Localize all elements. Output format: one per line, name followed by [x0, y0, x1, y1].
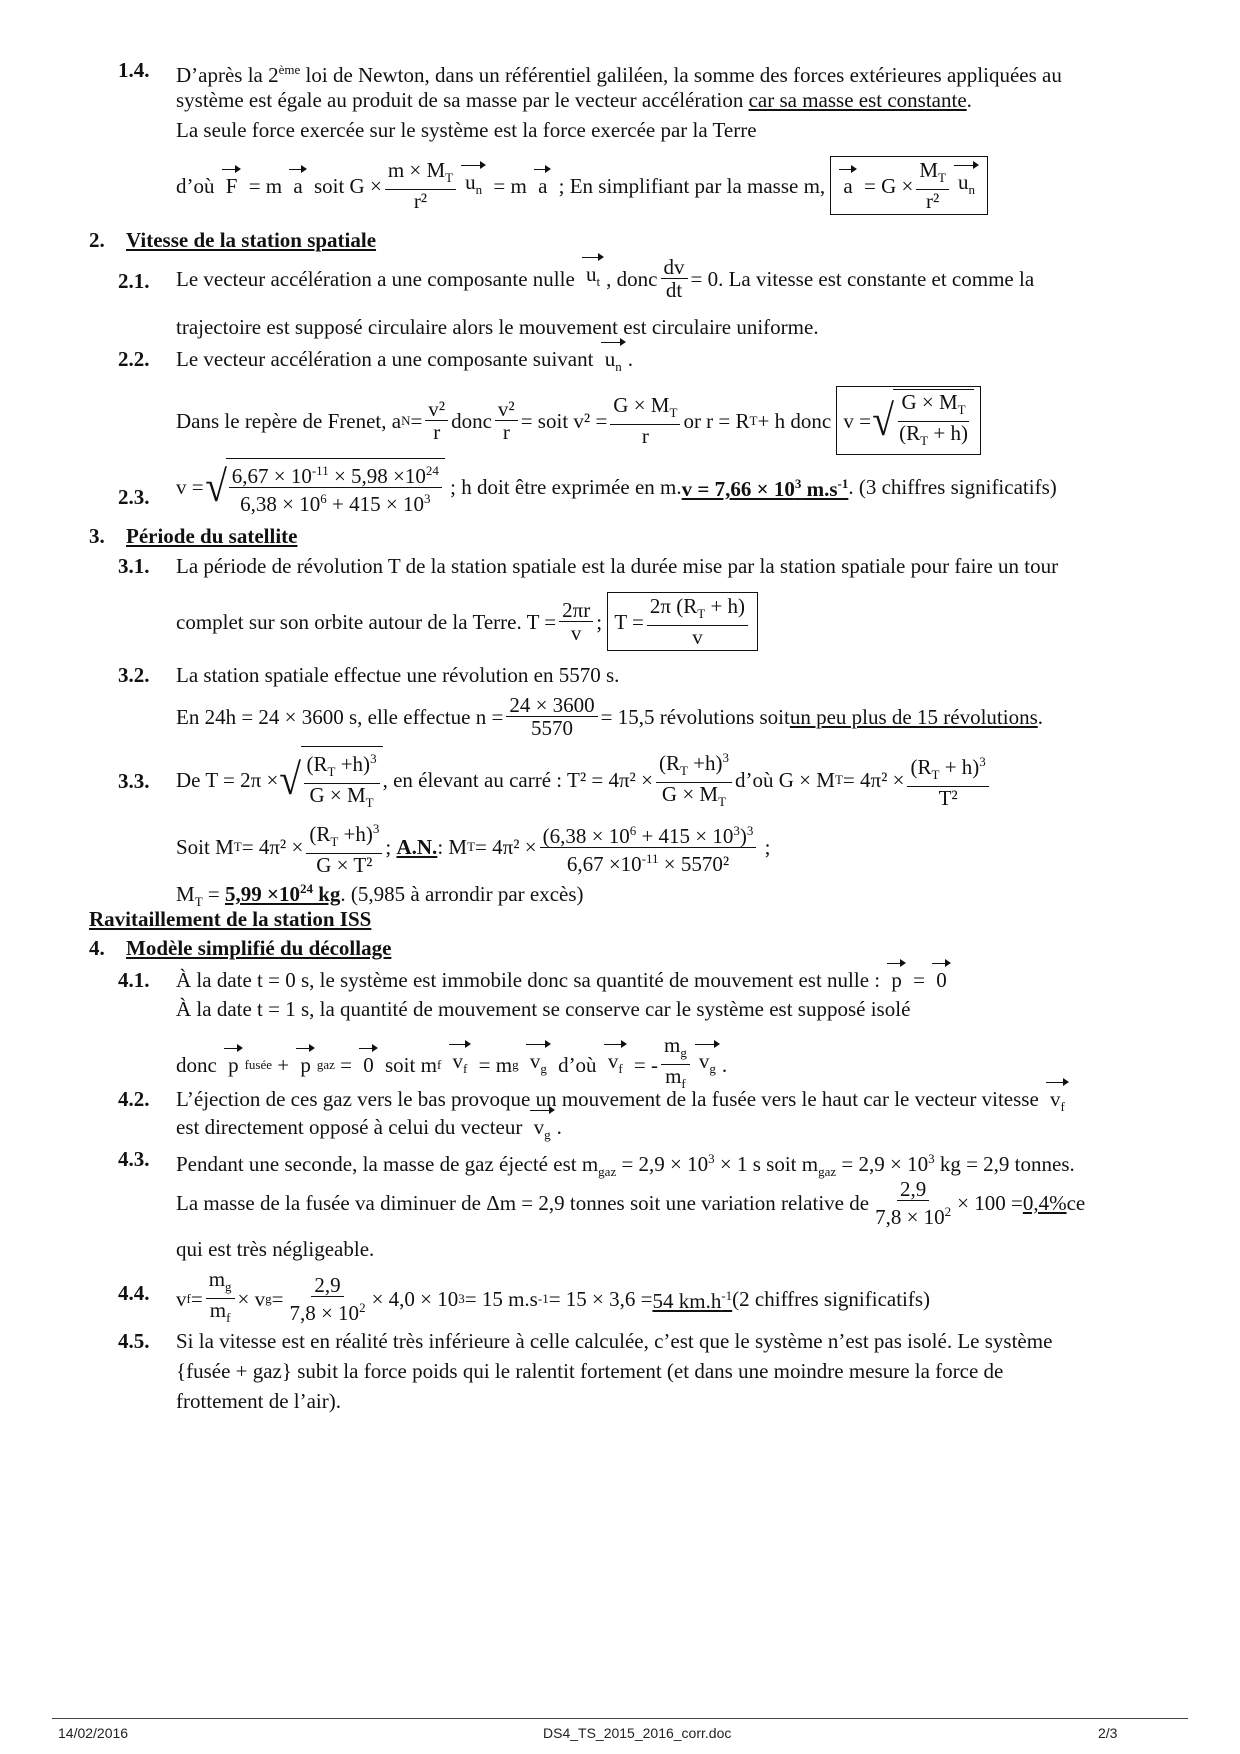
section-3-3-number: 3.3. — [118, 769, 150, 793]
section-1-4-number: 1.4. — [118, 58, 150, 82]
footer-date: 14/02/2016 — [58, 1725, 129, 1741]
section-3-2-number: 3.2. — [118, 663, 150, 687]
section-4-3-number: 4.3. — [118, 1147, 150, 1171]
section-2-title: Vitesse de la station spatiale — [126, 228, 377, 252]
s21-line2: trajectoire est supposé circulaire alors le mouvement est circulaire uniforme. — [176, 315, 819, 339]
s45-line2: {fusée + gaz} subit la force poids qui le ralentit fortement (et dans une moindre mesure la force de — [176, 1359, 1004, 1383]
section-3-number: 3. — [89, 524, 105, 548]
vector-ut: $u_t$ — [582, 261, 604, 295]
s42-line2: est directement opposé à celui du vecteur $v_g$ . — [176, 1114, 562, 1148]
section-4-1-number: 4.1. — [118, 968, 150, 992]
footer-rule — [52, 1718, 1188, 1719]
s45-line1: Si la vitesse est en réalité très inférieure à celle calculée, c’est que le système n’est pas isolé. Le système — [176, 1329, 1053, 1353]
section-4-title: Modèle simplifié du décollage — [126, 936, 392, 960]
section-3-1-number: 3.1. — [118, 554, 150, 578]
footer-page-number: 2/3 — [1098, 1725, 1118, 1741]
s44-line: v f = $\frac{m_g}{m_f}$ × v g = $\frac{2,9}{7,8 \times 10^2}$ × 4,0 × 10 3 = 15 m.s -1 = 15 × 3,6 = 54 $km.h^{-1}$ (2 chiffres significatifs) — [176, 1267, 931, 1326]
s22-line1: Le vecteur accélération a une composante suivant $u_n$ . — [176, 346, 633, 380]
s23-line: v = √ $\frac{6,67 \times 10^{-11} \times 5,98 \times 10^{24}}{6,38 \times 10^6 + 415 \times 10^3}$ ; h doit être exprimée en m. $v = 7,66 \times 10^3$ $m.s^{-1}$ . (3 chiffres significatifs) — [176, 458, 1057, 515]
s21-line1: Le vecteur accélération a une composante nulle $u_t$ , donc $\frac{dv}{dt}$ = 0. La vitesse est constante et comme la — [176, 255, 1035, 302]
s32-line1: La station spatiale effectue une révolution en 5570 s. — [176, 663, 620, 687]
s33-line1: De T = 2π × √ $\frac{(R_T +h)^3}{G \times M_T}$ , en élevant au carré : T² = 4π² × $\frac{(R_T +h)^3}{G \times M_T}$ d’où G × M T = 4π² × $\frac{(R_T + h)^3}{\text{T²}}$ — [176, 746, 992, 814]
section-4-4-number: 4.4. — [118, 1281, 150, 1305]
section-4-5-number: 4.5. — [118, 1329, 150, 1353]
ravitaillement-title: Ravitaillement de la station ISS — [89, 907, 372, 931]
section-2-2-number: 2.2. — [118, 347, 150, 371]
footer-filename: DS4_TS_2015_2016_corr.doc — [543, 1725, 732, 1741]
section-3-title: Période du satellite — [126, 524, 298, 548]
boxed-result-T: T = $\frac{2\pi (R_T + h)}{v}$ — [607, 592, 758, 651]
vector-a: a — [289, 173, 306, 199]
s41-line1: À la date t = 0 s, le système est immobile donc sa quantité de mouvement est nulle : p = 0 — [176, 967, 953, 993]
section-4-number: 4. — [89, 936, 105, 960]
s14-line3: La seule force exercée sur le système est la force exercée par la Terre — [176, 118, 757, 142]
s32-line2: En 24h = 24 × 3600 s, elle effectue n = $\frac{24 \times 3600}{5570}$ = 15,5 révolutions soit un peu plus de 15 révolutions . — [176, 693, 1043, 740]
s41-line2: À la date t = 1 s, la quantité de mouvement se conserve car le système est supposé isolé — [176, 997, 911, 1021]
section-2-3-number: 2.3. — [118, 485, 150, 509]
section-2-number: 2. — [89, 228, 105, 252]
section-4-2-number: 4.2. — [118, 1087, 150, 1111]
section-2-1-number: 2.1. — [118, 269, 150, 293]
s14-line2: système est égale au produit de sa masse par le vecteur accélération car sa masse est constante. — [176, 88, 972, 112]
vector-a-2: a — [534, 173, 551, 199]
s33-line3: $M_T = 5,99 \times 10^{24}$ kg. (5,985 à arrondir par excès) — [176, 881, 584, 910]
fraction-mMT-r2: $\frac{m \times M_T}{\text{r²}}$ — [385, 159, 456, 212]
s43-line2: La masse de la fusée va diminuer de Δm = 2,9 tonnes soit une variation relative de $\frac{2,9}{7,8 \times 10^2}$ × 100 = 0,4% ce — [176, 1177, 1086, 1229]
vector-un: $u_n$ — [461, 169, 486, 203]
s14-line1: D’après la 2ème loi de Newton, dans un référentiel galiléen, la somme des forces extérieures appliquées au — [176, 62, 1062, 87]
s45-line3: frottement de l’air). — [176, 1389, 342, 1413]
vector-F: F — [222, 173, 242, 199]
boxed-result-v: v = √ $\frac{G \times M_T}{(R_T + h)}$ — [836, 386, 981, 455]
s43-line1: Pendant une seconde, la masse de gaz éjecté est $m_{gaz} = 2,9 \times 10^3 \times 1$ s soit $m_{gaz} = 2,9 \times 10^3$ kg = 2,9 tonnes. — [176, 1151, 1075, 1180]
s14-equation: d’où F = m a soit G × $\frac{m \times M_T}{\text{r²}}$ $u_n$ = m a ; En simplifiant par la masse m, a = G × $\frac{M_T}{\text{r²}}$ $u_n$ — [176, 156, 988, 215]
s33-line2: Soit M T = 4π² × $\frac{(R_T +h)^3}{\text{G × T²}}$ ; A.N. : M T = 4π² × $\frac{(6,38 \times 10^6 + 415 \times 10^3)^3}{6,67 \times 10^{-11} \times 5570^2}$ ; — [176, 818, 771, 876]
boxed-result-a: a = G × $\frac{M_T}{\text{r²}}$ $u_n$ — [830, 156, 988, 215]
s31-line2: complet sur son orbite autour de la Terre. T = $\frac{2\pi r}{v}$ ; T = $\frac{2\pi (R_T + h)}{v}$ — [176, 592, 758, 651]
s43-line3: qui est très négligeable. — [176, 1237, 375, 1261]
s41-line3: donc p fusée + p gaz = 0 soit m f $v_f$ = m g $v_g$ d’où $v_f$ = - $\frac{m_g}{m_f}$ $v_g$ . — [176, 1033, 728, 1092]
s22-frenet: Dans le repère de Frenet, a N = $\frac{\text{v²}}{r}$ donc $\frac{\text{v²}}{r}$ = soit v² = $\frac{G \times M_T}{r}$ or r = R T + h donc v = √ $\frac{G \times M_T}{(R_T + h)}$ — [176, 386, 981, 455]
s42-line1: L’éjection de ces gaz vers le bas provoque un mouvement de la fusée vers le haut car le vecteur vitesse $v_f$ — [176, 1086, 1071, 1120]
s31-line1: La période de révolution T de la station spatiale est la durée mise par la station spatiale pour faire un tour — [176, 554, 1059, 578]
